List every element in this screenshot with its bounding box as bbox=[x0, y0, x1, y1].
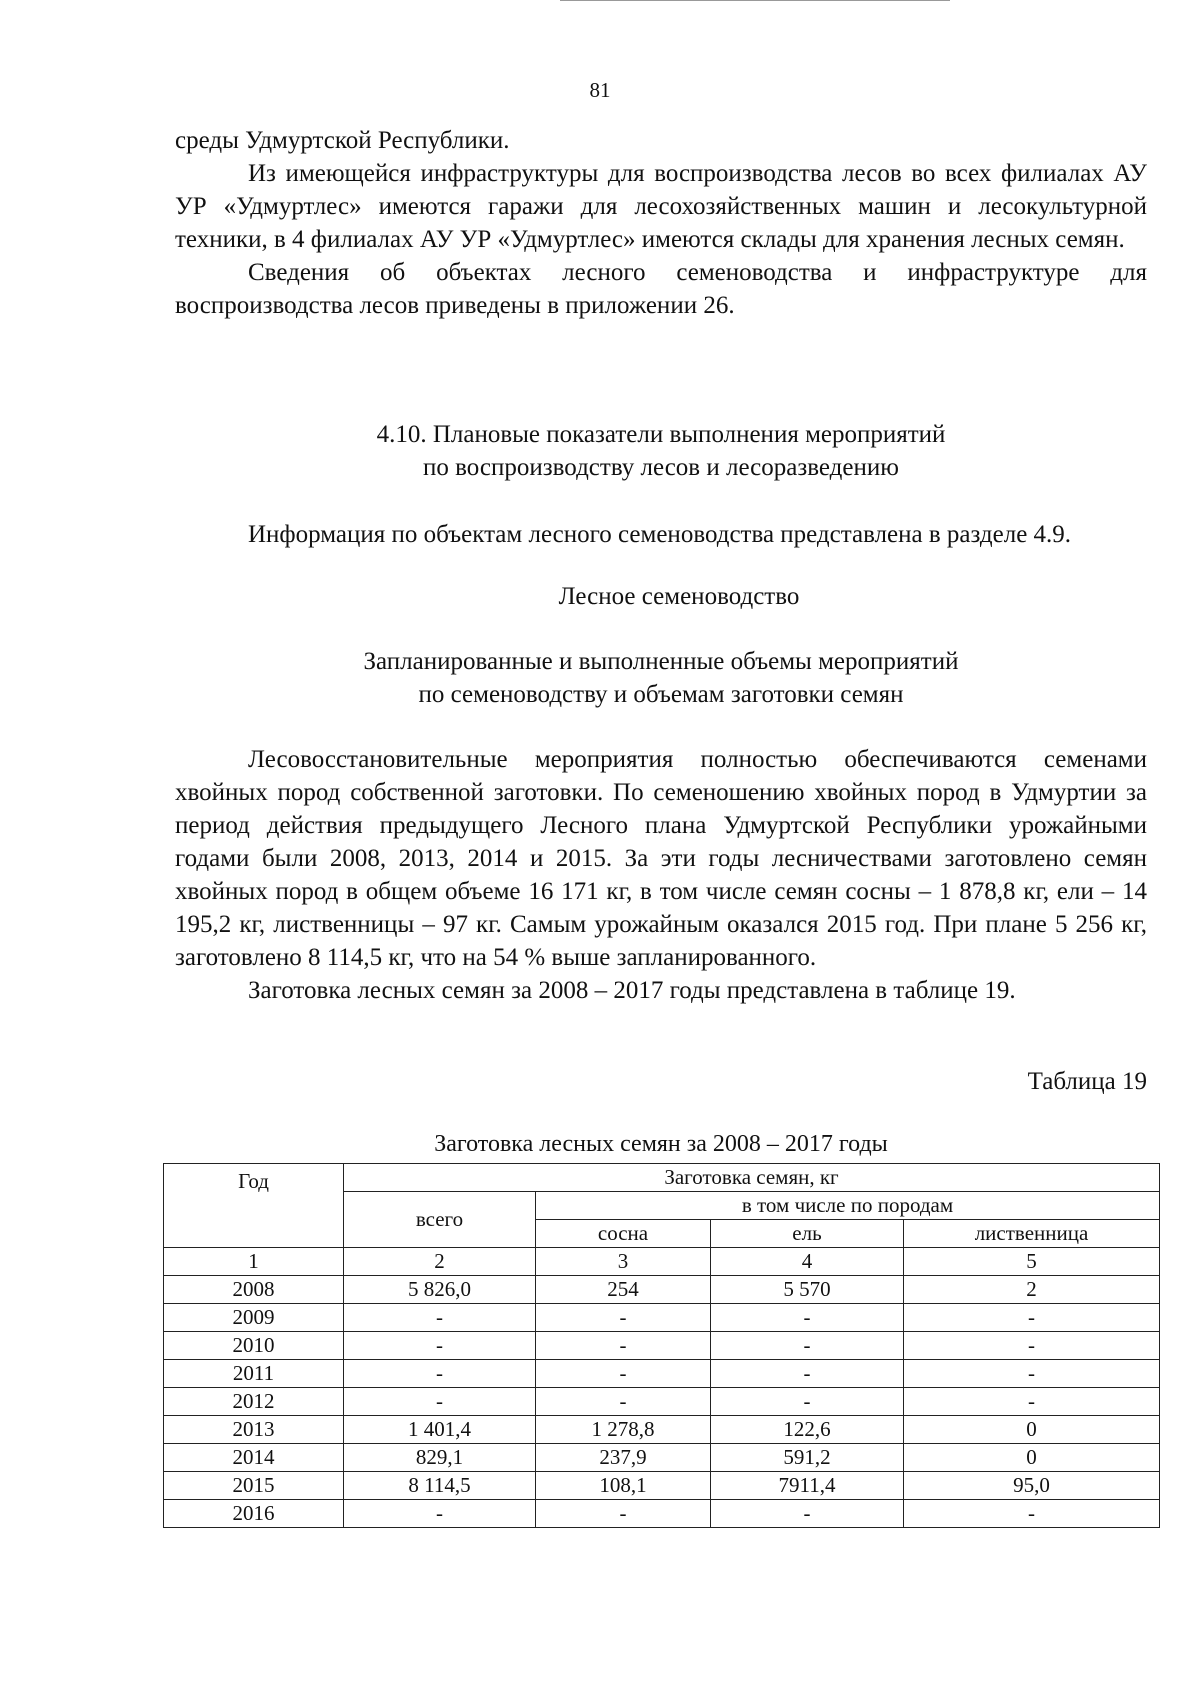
table-row bbox=[164, 1416, 1160, 1444]
seed-harvest-table bbox=[163, 1163, 1160, 1528]
cell-larch: - bbox=[904, 1388, 1160, 1416]
cell-pine: - bbox=[536, 1500, 711, 1528]
header-year: Год bbox=[164, 1164, 344, 1248]
cell-total: 1 401,4 bbox=[344, 1416, 536, 1444]
cell-spruce: - bbox=[711, 1360, 904, 1388]
cell-larch: - bbox=[904, 1360, 1160, 1388]
cell-pine: 237,9 bbox=[536, 1444, 711, 1472]
intro-paragraph-1: среды Удмуртской Республики. bbox=[175, 127, 510, 154]
cell-spruce: 7911,4 bbox=[711, 1472, 904, 1500]
subheading-text: Лесное семеноводство bbox=[558, 583, 800, 610]
table-row bbox=[164, 1304, 1160, 1332]
column-number: 3 bbox=[536, 1248, 711, 1276]
cell-year: 2015 bbox=[164, 1472, 344, 1500]
cell-total: - bbox=[344, 1360, 536, 1388]
cell-total: - bbox=[344, 1332, 536, 1360]
section-title-line-1: 4.10. Плановые показатели выполнения мероприятий bbox=[376, 421, 946, 448]
cell-year: 2011 bbox=[164, 1360, 344, 1388]
cell-total: - bbox=[344, 1388, 536, 1416]
table-row bbox=[164, 1388, 1160, 1416]
cell-pine: 1 278,8 bbox=[536, 1416, 711, 1444]
intro-paragraph-3: Сведения об объектах лесного семеноводства и инфраструктуре для воспроизводства лесов приведены в приложении 26. bbox=[175, 259, 1147, 319]
cell-spruce: - bbox=[711, 1500, 904, 1528]
header-harvest: Заготовка семян, кг bbox=[344, 1164, 1160, 1192]
intro-text bbox=[175, 124, 1147, 322]
cell-year: 2009 bbox=[164, 1304, 344, 1332]
cell-pine: - bbox=[536, 1360, 711, 1388]
column-number: 5 bbox=[904, 1248, 1160, 1276]
body-paragraph-2: Заготовка лесных семян за 2008 – 2017 годы представлена в таблице 19. bbox=[248, 977, 1016, 1004]
body-paragraph-1: Лесовосстановительные мероприятия полностью обеспечиваются семенами хвойных пород собственной заготовки. По семеношению хвойных пород в Удмуртии за период действия предыдущего Лесного плана Удмуртской Республики урожайными годами были 2008, 2013, 2014 и 2015. За эти годы лесничествами заготовлено семян хвойных пород в общем объеме 16 171 кг, в том числе семян сосны – 1 878,8 кг, ели – 14 195,2 кг, лиственницы – 97 кг. Самым урожайным оказался 2015 год. При плане 5 256 кг, заготовлено 8 114,5 кг, что на 54 % выше запланированного. bbox=[175, 746, 1147, 971]
table-row bbox=[164, 1360, 1160, 1388]
header-pine: сосна bbox=[536, 1220, 711, 1248]
cell-larch: - bbox=[904, 1500, 1160, 1528]
cell-year: 2008 bbox=[164, 1276, 344, 1304]
cell-spruce: 5 570 bbox=[711, 1276, 904, 1304]
cell-larch: 0 bbox=[904, 1444, 1160, 1472]
table-number: Таблица 19 bbox=[1027, 1068, 1147, 1095]
top-edge-line bbox=[560, 0, 950, 1]
cell-total: - bbox=[344, 1304, 536, 1332]
cell-pine: 108,1 bbox=[536, 1472, 711, 1500]
table-row bbox=[164, 1332, 1160, 1360]
column-number: 4 bbox=[711, 1248, 904, 1276]
cell-year: 2012 bbox=[164, 1388, 344, 1416]
cell-year: 2016 bbox=[164, 1500, 344, 1528]
section-info bbox=[175, 518, 1147, 551]
subtitle-line-2: по семеноводству и объемам заготовки семян bbox=[418, 681, 904, 708]
header-total: всего bbox=[344, 1192, 536, 1248]
column-number: 1 bbox=[164, 1248, 344, 1276]
header-by-species: в том числе по породам bbox=[536, 1192, 1160, 1220]
section-info-paragraph: Информация по объектам лесного семеноводства представлена в разделе 4.9. bbox=[248, 521, 1072, 548]
table-row bbox=[164, 1472, 1160, 1500]
table-row bbox=[164, 1276, 1160, 1304]
cell-larch: 0 bbox=[904, 1416, 1160, 1444]
header-spruce: ель bbox=[711, 1220, 904, 1248]
cell-spruce: 591,2 bbox=[711, 1444, 904, 1472]
cell-year: 2013 bbox=[164, 1416, 344, 1444]
cell-spruce: - bbox=[711, 1388, 904, 1416]
table-caption: Заготовка лесных семян за 2008 – 2017 годы bbox=[434, 1131, 888, 1157]
cell-year: 2010 bbox=[164, 1332, 344, 1360]
cell-spruce: 122,6 bbox=[711, 1416, 904, 1444]
cell-year: 2014 bbox=[164, 1444, 344, 1472]
subtitle bbox=[175, 645, 1147, 711]
cell-pine: - bbox=[536, 1388, 711, 1416]
cell-larch: - bbox=[904, 1332, 1160, 1360]
section-title-line-2: по воспроизводству лесов и лесоразведению bbox=[423, 454, 899, 481]
cell-spruce: - bbox=[711, 1332, 904, 1360]
cell-larch: - bbox=[904, 1304, 1160, 1332]
subheading bbox=[175, 580, 1147, 613]
column-number: 2 bbox=[344, 1248, 536, 1276]
cell-pine: - bbox=[536, 1304, 711, 1332]
cell-total: 8 114,5 bbox=[344, 1472, 536, 1500]
cell-larch: 2 bbox=[904, 1276, 1160, 1304]
section-title bbox=[175, 418, 1147, 484]
table-column-numbers-row bbox=[164, 1248, 1160, 1276]
body-text bbox=[175, 743, 1147, 1007]
cell-spruce: - bbox=[711, 1304, 904, 1332]
table-row bbox=[164, 1500, 1160, 1528]
header-larch: лиственница bbox=[904, 1220, 1160, 1248]
cell-pine: 254 bbox=[536, 1276, 711, 1304]
cell-total: 5 826,0 bbox=[344, 1276, 536, 1304]
page-number: 81 bbox=[589, 78, 611, 102]
intro-paragraph-2: Из имеющейся инфраструктуры для воспроизводства лесов во всех филиалах АУ УР «Удмуртлес» имеются гаражи для лесохозяйственных машин и лесокультурной техники, в 4 филиалах АУ УР «Удмуртлес» имеются склады для хранения лесных семян. bbox=[175, 160, 1147, 253]
cell-total: - bbox=[344, 1500, 536, 1528]
cell-larch: 95,0 bbox=[904, 1472, 1160, 1500]
table-row bbox=[164, 1444, 1160, 1472]
cell-total: 829,1 bbox=[344, 1444, 536, 1472]
subtitle-line-1: Запланированные и выполненные объемы мероприятий bbox=[363, 648, 959, 675]
table-header-row-1 bbox=[164, 1164, 1160, 1192]
cell-pine: - bbox=[536, 1332, 711, 1360]
